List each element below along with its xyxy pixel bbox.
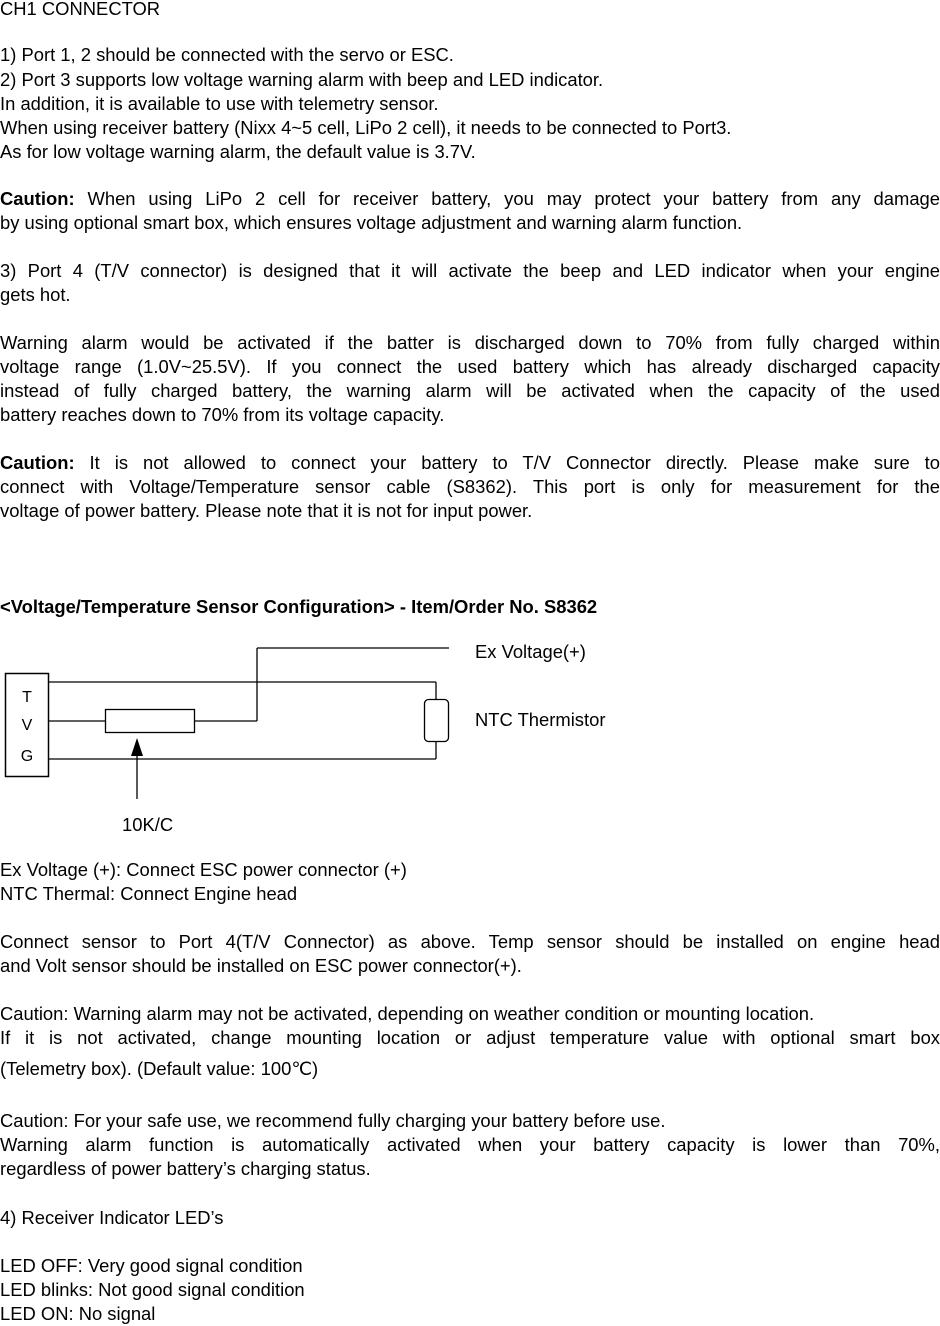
caution3-line-3: (Telemetry box). (Default value: 100℃) xyxy=(0,1058,319,1079)
port3-line-1: 2) Port 3 supports low voltage warning alarm with beep and LED indicator. xyxy=(0,69,604,90)
caution2-line-1 xyxy=(0,451,940,475)
install-line-2: and Volt sensor should be installed on ESC power connector(+). xyxy=(0,955,522,976)
connect-line-2: NTC Thermal: Connect Engine head xyxy=(0,883,298,904)
caution2-line-2: connect with Voltage/Temperature sensor cable (S8362). This port is only for measurement for the xyxy=(0,476,940,497)
led-off: LED OFF: Very good signal condition xyxy=(0,1255,303,1276)
resistor-value-label: 10K/C xyxy=(122,814,174,835)
ntc-thermistor-symbol xyxy=(425,700,449,742)
connect-line-1: Ex Voltage (+): Connect ESC power connector (+) xyxy=(0,859,407,880)
caution2-line-3: voltage of power battery. Please note that it is not for input power. xyxy=(0,500,533,521)
port3-line-2: In addition, it is available to use with telemetry sensor. xyxy=(0,93,439,114)
caution1-line-1 xyxy=(0,187,940,211)
ex-voltage-label: Ex Voltage(+) xyxy=(475,641,586,662)
caution4-line-3: regardless of power battery’s charging status. xyxy=(0,1158,371,1179)
resistor-arrow-head xyxy=(131,738,143,756)
install-line-1: Connect sensor to Port 4(T/V Connector) as above. Temp sensor should be installed on engine head xyxy=(0,931,940,952)
warning-line-3: instead of fully charged battery, the warning alarm will be activated when the capacity of the used xyxy=(0,380,940,401)
caution1-label: Caution: xyxy=(0,188,75,209)
caution1-line-2: by using optional smart box, which ensures voltage adjustment and warning alarm function. xyxy=(0,212,743,233)
pin-g-label: G xyxy=(20,748,34,765)
caution3-line-1: Caution: Warning alarm may not be activated, depending on weather condition or mounting location. xyxy=(0,1003,815,1024)
led-on: LED ON: No signal xyxy=(0,1303,156,1324)
port4-line-2: gets hot. xyxy=(0,284,71,305)
caution2-label: Caution: xyxy=(0,452,75,473)
pin-t-label: T xyxy=(22,689,32,706)
section-title: <Voltage/Temperature Sensor Configuration> - Item/Order No. S8362 xyxy=(0,596,598,617)
caution3-line-2: If it is not activated, change mounting location or adjust temperature value with optional smart box xyxy=(0,1027,940,1048)
led-title: 4) Receiver Indicator LED’s xyxy=(0,1207,224,1228)
led-blinks: LED blinks: Not good signal condition xyxy=(0,1279,305,1300)
caution4-line-1: Caution: For your safe use, we recommend fully charging your battery before use. xyxy=(0,1110,666,1131)
port3-line-3: When using receiver battery (Nixx 4~5 cell, LiPo 2 cell), it needs to be connected to Port3. xyxy=(0,117,732,138)
warning-line-2: voltage range (1.0V~25.5V). If you connect the used battery which has already discharged capacity xyxy=(0,356,940,377)
port12-text: 1) Port 1, 2 should be connected with the servo or ESC. xyxy=(0,44,454,65)
heading: CH1 CONNECTOR xyxy=(0,0,161,19)
port3-line-4: As for low voltage warning alarm, the default value is 3.7V. xyxy=(0,141,476,162)
caution4-line-2: Warning alarm function is automatically activated when your battery capacity is lower than 70%, xyxy=(0,1134,940,1155)
ntc-thermistor-label: NTC Thermistor xyxy=(475,709,606,730)
sensor-wiring-diagram xyxy=(0,640,660,840)
warning-line-4: battery reaches down to 70% from its voltage capacity. xyxy=(0,404,445,425)
caution1-text: When using LiPo 2 cell for receiver battery, you may protect your battery from any damage xyxy=(74,188,940,209)
resistor-symbol xyxy=(106,710,195,733)
port4-line-1: 3) Port 4 (T/V connector) is designed that it will activate the beep and LED indicator when your engine xyxy=(0,260,940,281)
caution2-text: It is not allowed to connect your battery to T/V Connector directly. Please make sure to xyxy=(74,452,940,473)
warning-line-1: Warning alarm would be activated if the batter is discharged down to 70% from fully charged within xyxy=(0,332,940,353)
pin-v-label: V xyxy=(21,717,33,734)
